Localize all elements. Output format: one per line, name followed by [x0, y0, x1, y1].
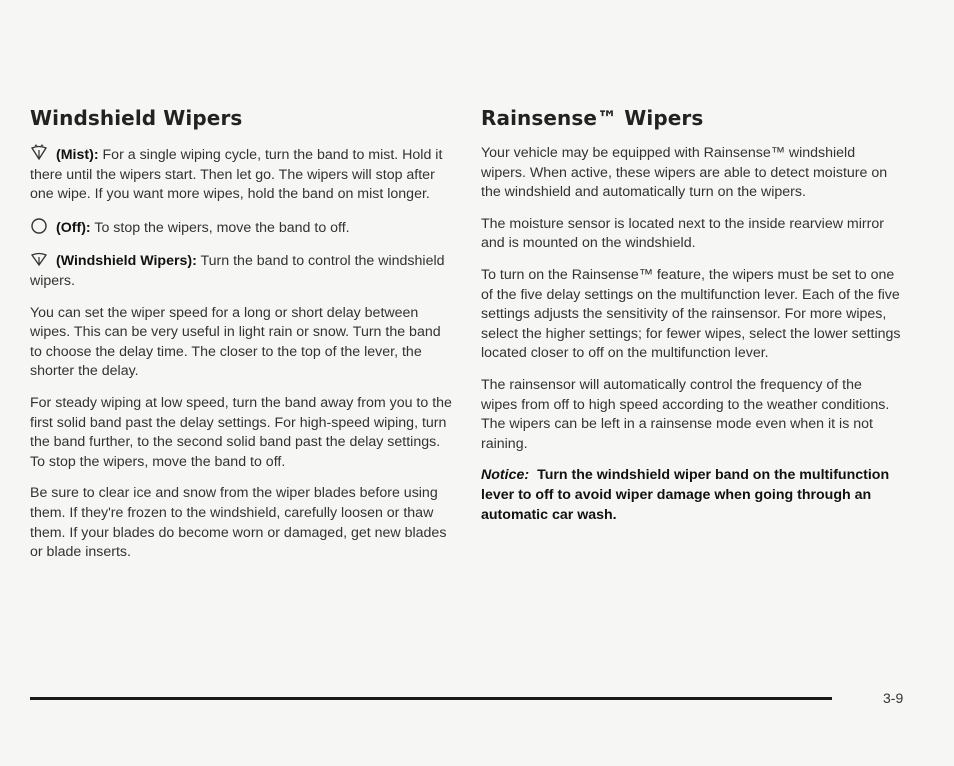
notice-text: Turn the windshield wiper band on the multifunction lever to off to avoid wiper damage when going through an automatic car wash.: [481, 467, 890, 523]
rainsense-intro-paragraph: Your vehicle may be equipped with Rainsense™ windshield wipers. When active, these wipers are able to detect moisture on the windshield and automatically turn on the wipers.: [481, 145, 888, 201]
mist-text: For a single wiping cycle, turn the band to mist. Hold it there until the wipers start. Then let go. The wipers will stop after one wipe. If you want more wipes, hold the band on mist longer.: [30, 147, 443, 203]
mist-lead: (Mist):: [56, 147, 99, 163]
ice-snow-paragraph: Be sure to clear ice and snow from the wiper blades before using them. If they're frozen to the windshield, carefully loosen or thaw them. If your blades do become worn or damaged, get new blades or blade inserts.: [30, 485, 447, 561]
off-text: To stop the wipers, move the band to off.: [94, 219, 350, 236]
mist-wiper-icon: [30, 144, 48, 162]
notice-label: Notice:: [481, 467, 530, 484]
windshield-wipers-paragraph: [30, 250, 452, 291]
delay-paragraph: You can set the wiper speed for a long or short delay between wipes. This can be very useful in light rain or snow. Turn the band to choose the delay time. The closer to the top of the lever, the shorter the delay.: [30, 304, 441, 380]
rainsense-feature-paragraph: To turn on the Rainsense™ feature, the wipers must be set to one of the five delay settings on the multifunction lever. Each of the five settings adjusts the sensitivity of the rainsensor. For more wipes, select the higher settings; for fewer wipes, select the lower settings located closer to off on the multifunction lever.: [481, 266, 901, 362]
rainsense-wipers-heading: Rainsense™ Wipers: [481, 106, 704, 130]
off-lead: (Off):: [56, 219, 91, 236]
speed-paragraph: For steady wiping at low speed, turn the band away from you to the first solid band past the delay settings. For high-speed wiping, turn the band further, to the second solid band past the delay settings. To stop the wipers, move the band to off.: [30, 394, 452, 470]
rainsensor-frequency-paragraph: The rainsensor will automatically control the frequency of the wipes from off to high speed according to the weather conditions. The wipers can be left in a rainsense mode even when it is not raining.: [481, 376, 890, 452]
off-circle-icon: [30, 217, 48, 235]
windshield-wipers-text: Turn the band to control the windshield wipers.: [30, 253, 445, 289]
windshield-wipers-heading: Windshield Wipers: [30, 106, 243, 130]
off-paragraph: [30, 217, 452, 239]
moisture-sensor-paragraph: The moisture sensor is located next to the inside rearview mirror and is mounted on the windshield.: [481, 215, 884, 252]
page-number: 3-9: [883, 690, 904, 706]
footer-rule: [30, 697, 832, 700]
left-column: [30, 106, 452, 575]
notice-paragraph: [481, 466, 901, 525]
windshield-wipers-lead: (Windshield Wipers):: [56, 253, 197, 270]
windshield-wiper-icon: [30, 250, 48, 268]
mist-paragraph: [30, 144, 452, 205]
right-column: [481, 106, 901, 537]
